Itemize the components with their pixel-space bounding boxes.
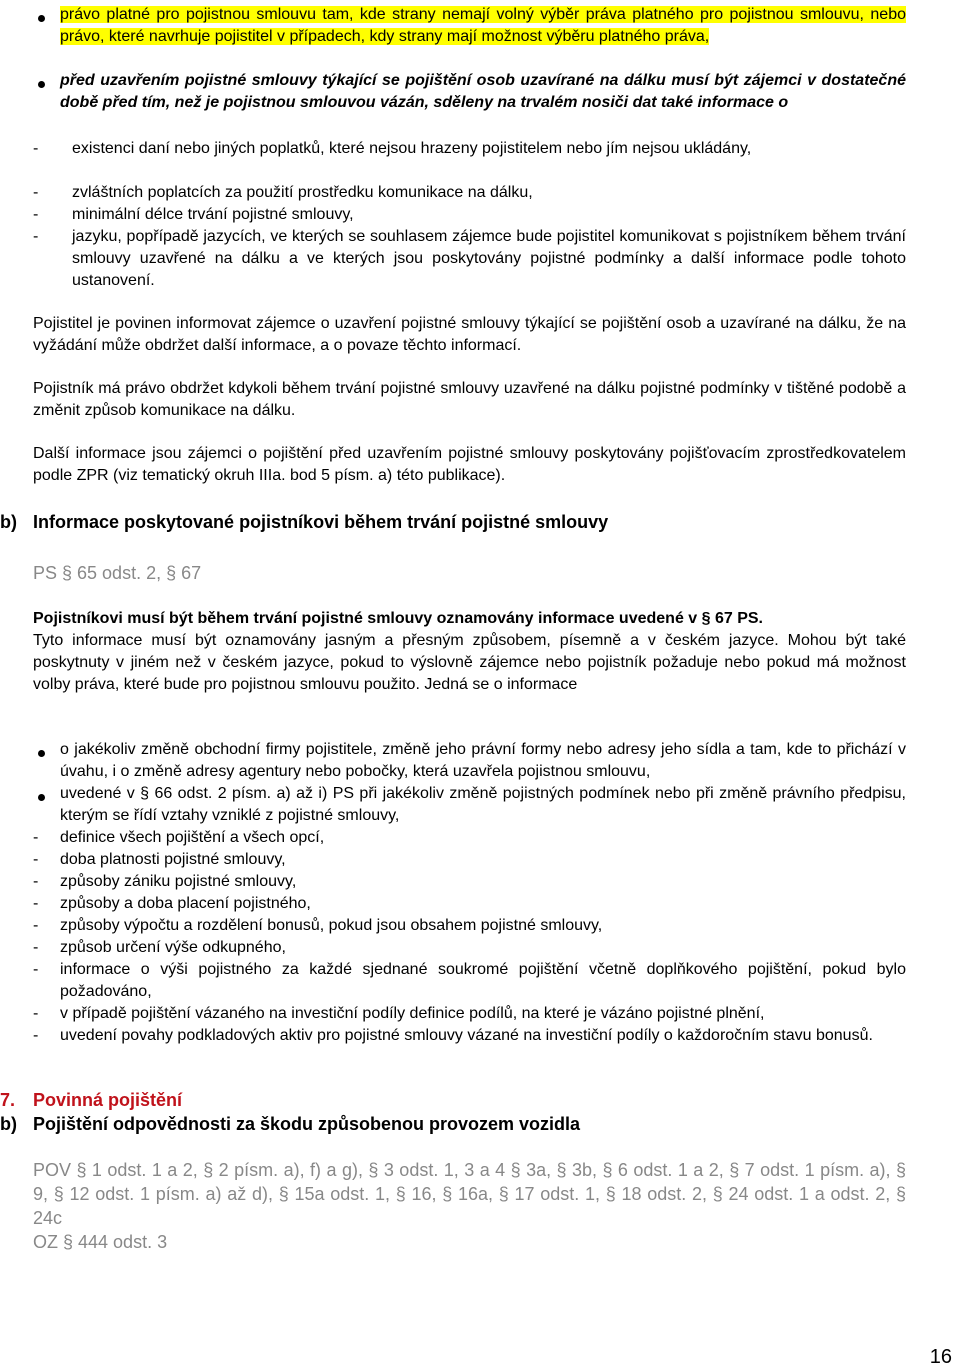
legal-reference: OZ § 444 odst. 3 bbox=[33, 1232, 168, 1252]
dash-item: informace o výši pojistného za každé sjednané soukromé pojištění včetně doplňkového pojištění, pokud bylo požadováno, bbox=[60, 961, 906, 1000]
paragraph: Tyto informace musí být oznamovány jasným a přesným způsobem, písemně a v českém jazyce. Mohou být také poskytnuty v jiném než v českém jazyce, pokud to výslovně zájemce nebo pojistník požaduje nebo pokud má možnost volby práva, které bude pro pojistnou smlouvu použito. Jedná se o informace bbox=[33, 632, 906, 693]
bullet-dot bbox=[38, 794, 45, 801]
paragraph: Pojistník má právo obdržet kdykoli během trvání pojistné smlouvy uzavřené na dálku pojistné podmínky v tištěné podobě a změnit způsob komunikace na dálku. bbox=[33, 380, 906, 419]
dash-marker: - bbox=[33, 206, 39, 223]
legal-reference: POV § 1 odst. 1 a 2, § 2 písm. a), f) a g), § 3 odst. 1, 3 a 4 § 3a, § 3b, § 6 odst. 1 a 2, § 7 odst. 1 písm. a), § 9, § 12 odst. 1 písm. a) až d), § 15a odst. 1, § 16, § 16a, § 17 odst. 1, § 18 odst. 2, § 24 odst. 1 a odst. 2, § 24c bbox=[33, 1160, 906, 1228]
bullet-dot bbox=[38, 750, 45, 757]
legal-reference: PS § 65 odst. 2, § 67 bbox=[33, 563, 202, 583]
paragraph: Další informace jsou zájemci o pojištění před uzavřením pojistné smlouvy poskytovány pojišťovacím zprostředkovatelem podle ZPR (viz tematický okruh IIIa. bod 5 písm. a) této publikace). bbox=[33, 445, 906, 484]
dash-item: způsoby a doba placení pojistného, bbox=[60, 895, 311, 912]
bullet-item: o jakékoliv změně obchodní firmy pojistitele, změně jeho právní formy nebo adresy jeho sídla a tam, kde to přichází v úvahu, i o změně adresy agentury nebo pobočky, která uzavřela pojistnou smlouvu, bbox=[60, 741, 906, 780]
section-heading: Informace poskytované pojistníkovi během trvání pojistné smlouvy bbox=[33, 512, 609, 532]
subsection-label: b) bbox=[0, 1114, 17, 1134]
highlighted-text: právo platné pro pojistnou smlouvu tam, kde strany nemají volný výběr práva platného pro pojistnou smlouvu, nebo právo, které navrhuje pojistitel v případech, kdy strany mají možnost výběru platného práva, bbox=[60, 6, 906, 45]
dash-marker: - bbox=[33, 1027, 39, 1044]
dash-marker: - bbox=[33, 873, 39, 890]
dash-item: minimální délce trvání pojistné smlouvy, bbox=[72, 206, 354, 223]
dash-marker: - bbox=[33, 917, 39, 934]
section-number: 7. bbox=[0, 1090, 16, 1110]
dash-item: existenci daní nebo jiných poplatků, které nejsou hrazeny pojistitelem nebo jím nejsou ukládány, bbox=[72, 140, 752, 157]
dash-marker: - bbox=[33, 1005, 39, 1022]
dash-marker: - bbox=[33, 895, 39, 912]
dash-item: způsob určení výše odkupného, bbox=[60, 939, 286, 956]
section-heading: Povinná pojištění bbox=[33, 1090, 183, 1110]
dash-marker: - bbox=[33, 829, 39, 846]
dash-marker: - bbox=[33, 184, 39, 201]
dash-item: uvedení povahy podkladových aktiv pro pojistné smlouvy vázané na investiční podíly o každoročním stavu bonusů. bbox=[60, 1027, 873, 1044]
dash-item: doba platnosti pojistné smlouvy, bbox=[60, 851, 286, 868]
dash-marker: - bbox=[33, 851, 39, 868]
dash-item: způsoby výpočtu a rozdělení bonusů, pokud jsou obsahem pojistné smlouvy, bbox=[60, 917, 603, 934]
bullet-dot bbox=[38, 81, 45, 88]
dash-item: způsoby zániku pojistné smlouvy, bbox=[60, 873, 297, 890]
bullet-item bbox=[60, 4, 906, 48]
dash-marker: - bbox=[33, 939, 39, 956]
bold-statement: Pojistníkovi musí být během trvání pojistné smlouvy oznamovány informace uvedené v § 67 PS. bbox=[33, 610, 763, 627]
dash-item: definice všech pojištění a všech opcí, bbox=[60, 829, 325, 846]
paragraph: Pojistitel je povinen informovat zájemce o uzavření pojistné smlouvy týkající se pojištění osob a uzavírané na dálku, že na vyžádání může obdržet další informace, a o povaze těchto informací. bbox=[33, 315, 906, 354]
dash-item: jazyku, popřípadě jazycích, ve kterých se souhlasem zájemce bude pojistitel komunikovat s pojistníkem během trvání smlouvy uzavřené na dálku a ve kterých jsou poskytovány pojistné podmínky a další informace podle tohoto ustanovení. bbox=[72, 228, 906, 289]
dash-marker: - bbox=[33, 140, 39, 157]
bullet-dot bbox=[38, 15, 45, 22]
dash-marker: - bbox=[33, 961, 39, 978]
bullet-item: před uzavřením pojistné smlouvy týkající se pojištění osob uzavírané na dálku musí být zájemci v dostatečné době před tím, než je pojistnou smlouvou vázán, sděleny na trvalém nosiči dat také informace o bbox=[60, 72, 906, 111]
bullet-item: uvedené v § 66 odst. 2 písm. a) až i) PS při jakékoliv změně pojistných podmínek nebo při změně právního předpisu, kterým se řídí vztahy vzniklé z pojistné smlouvy, bbox=[60, 785, 906, 824]
page-number: 16 bbox=[929, 1346, 952, 1368]
dash-item: zvláštních poplatcích za použití prostředku komunikace na dálku, bbox=[72, 184, 533, 201]
dash-item: v případě pojištění vázaného na investiční podíly definice podílů, na které je vázáno pojistné plnění, bbox=[60, 1005, 765, 1022]
section-label: b) bbox=[0, 512, 17, 532]
subsection-heading: Pojištění odpovědnosti za škodu způsobenou provozem vozidla bbox=[33, 1114, 581, 1134]
dash-marker: - bbox=[33, 228, 39, 245]
